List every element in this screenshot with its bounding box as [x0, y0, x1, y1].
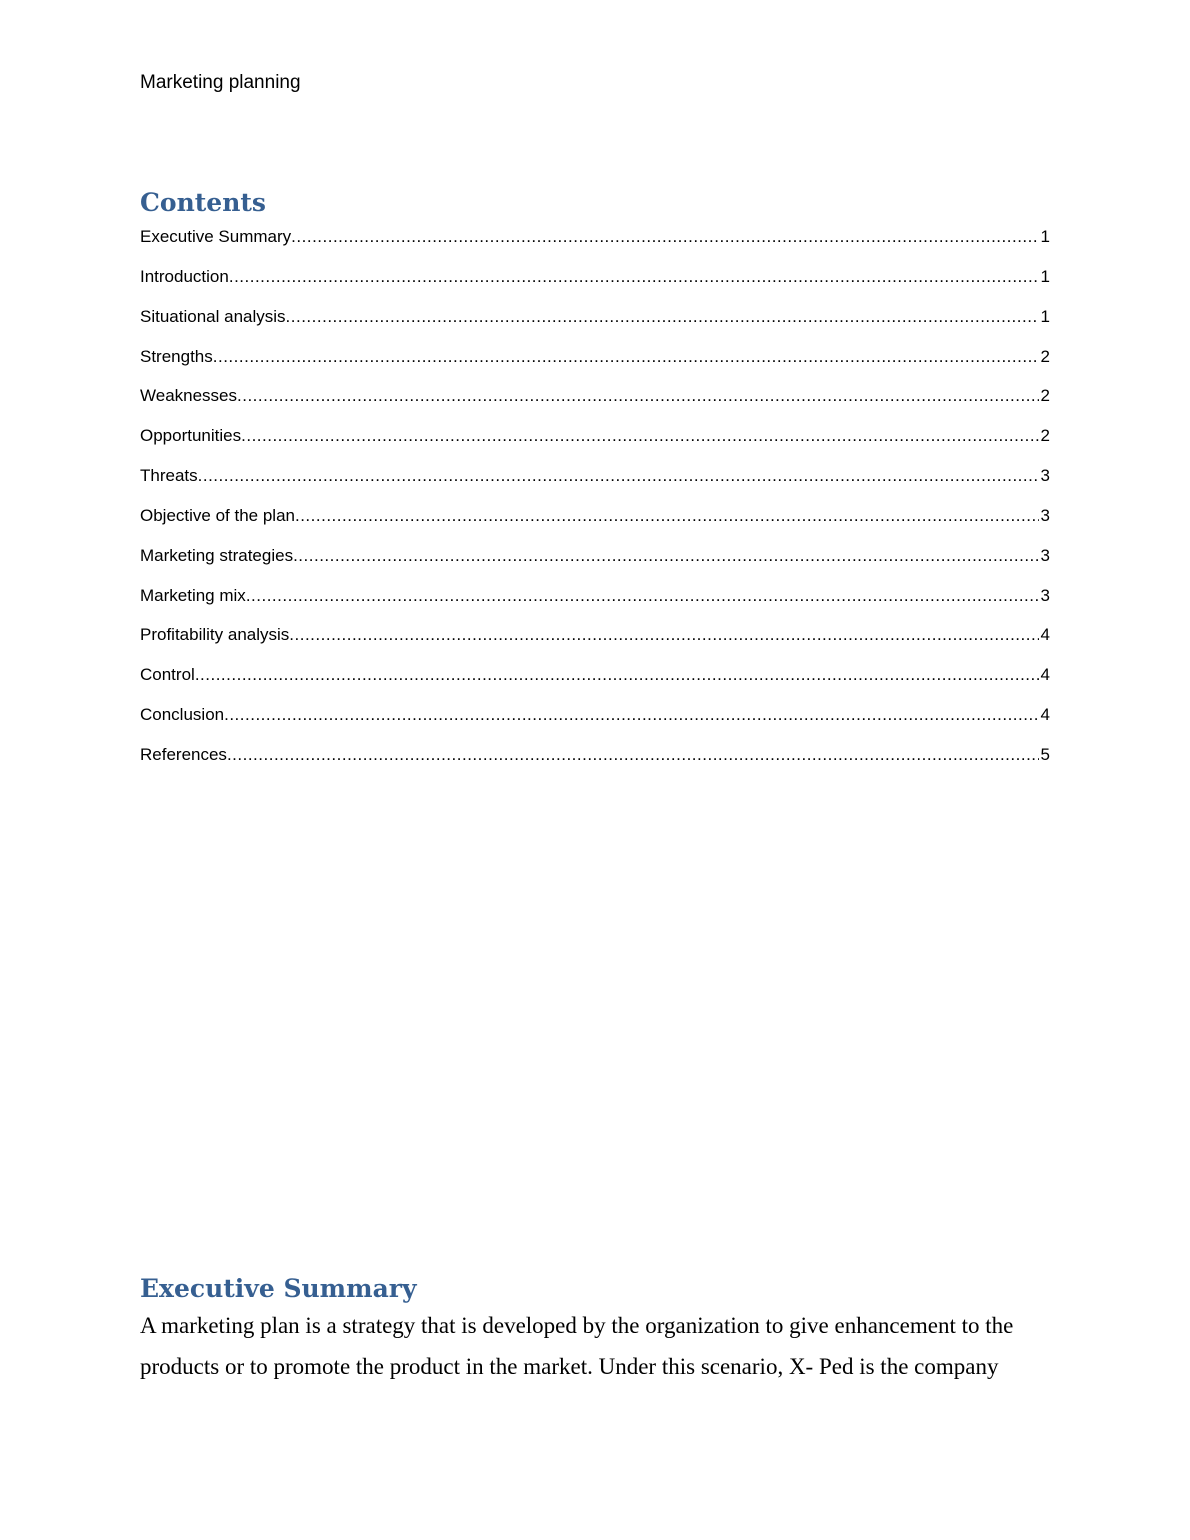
paragraph-line: A marketing plan is a strategy that is developed by the organization to give enhancement to the	[140, 1313, 1014, 1338]
toc-leader-dots	[291, 225, 1038, 249]
toc-entry-page: 2	[1040, 346, 1050, 366]
executive-summary-heading: Executive Summary	[140, 1274, 417, 1303]
toc-entry-page: 1	[1040, 266, 1050, 286]
toc-entry-strengths[interactable]	[140, 345, 1050, 385]
toc-entry-label: Executive Summary	[140, 227, 292, 246]
paragraph-line: products or to promote the product in the market. Under this scenario, X- Ped is the company	[140, 1354, 999, 1379]
toc-entry-page: 5	[1040, 744, 1050, 764]
toc-entry-label: Introduction	[140, 266, 229, 286]
toc-entry-executive-summary[interactable]	[140, 225, 1050, 265]
toc-entry-page: 4	[1040, 665, 1050, 685]
toc-entry-page: 4	[1040, 705, 1050, 725]
toc-entry-objective-of-the-plan[interactable]	[140, 504, 1050, 544]
toc-entry-label: Marketing mix	[140, 585, 246, 605]
toc-leader-dots	[237, 384, 1039, 408]
toc-entry-conclusion[interactable]	[140, 703, 1050, 743]
toc-entry-page: 1	[1040, 306, 1050, 326]
page-header: Marketing planning	[140, 72, 301, 93]
toc-entry-label: Opportunities	[140, 426, 242, 446]
toc-leader-dots	[229, 265, 1039, 289]
toc-entry-page: 2	[1040, 386, 1050, 406]
toc-entry-marketing-strategies[interactable]	[140, 544, 1050, 584]
toc-entry-opportunities[interactable]	[140, 424, 1050, 464]
toc-entry-introduction[interactable]	[140, 265, 1050, 305]
toc-entry-profitability-analysis[interactable]	[140, 623, 1050, 663]
toc-entry-label: References	[140, 744, 227, 764]
toc-entry-label: Threats	[140, 466, 198, 486]
toc-leader-dots	[295, 504, 1039, 528]
executive-summary-paragraph	[140, 1305, 1050, 1387]
toc-leader-dots	[293, 544, 1038, 568]
toc-leader-dots	[195, 663, 1039, 687]
toc-leader-dots	[198, 464, 1039, 488]
toc-entry-page: 2	[1040, 426, 1050, 446]
toc-entry-control[interactable]	[140, 663, 1050, 703]
toc-entry-label: Conclusion	[140, 705, 225, 725]
toc-leader-dots	[246, 584, 1039, 608]
toc-leader-dots	[224, 703, 1038, 727]
toc-leader-dots	[241, 424, 1038, 448]
toc-entry-page: 3	[1040, 505, 1050, 525]
toc-entry-references[interactable]	[140, 743, 1050, 783]
toc-leader-dots	[227, 743, 1039, 767]
toc-entry-label: Weaknesses	[140, 386, 238, 406]
toc-entry-page: 1	[1040, 227, 1050, 246]
toc-entry-weaknesses[interactable]	[140, 384, 1050, 424]
toc-title: Contents	[140, 188, 267, 217]
toc-entry-page: 4	[1040, 625, 1050, 645]
toc-leader-dots	[289, 623, 1038, 647]
toc-entry-threats[interactable]	[140, 464, 1050, 504]
toc-leader-dots	[213, 345, 1039, 369]
toc-entry-label: Situational analysis	[140, 306, 286, 326]
toc-entry-label: Control	[140, 665, 195, 685]
toc-entry-label: Marketing strategies	[140, 545, 294, 565]
toc-entry-page: 3	[1040, 466, 1050, 486]
toc-entry-marketing-mix[interactable]	[140, 584, 1050, 624]
toc-entry-label: Strengths	[140, 346, 213, 366]
toc-entry-page: 3	[1040, 545, 1050, 565]
toc-leader-dots	[286, 305, 1039, 329]
toc-entry-situational-analysis[interactable]	[140, 305, 1050, 345]
toc-entry-label: Objective of the plan	[140, 505, 295, 525]
toc-entry-page: 3	[1040, 585, 1050, 605]
table-of-contents	[140, 225, 1050, 783]
toc-entry-label: Profitability analysis	[140, 625, 290, 645]
